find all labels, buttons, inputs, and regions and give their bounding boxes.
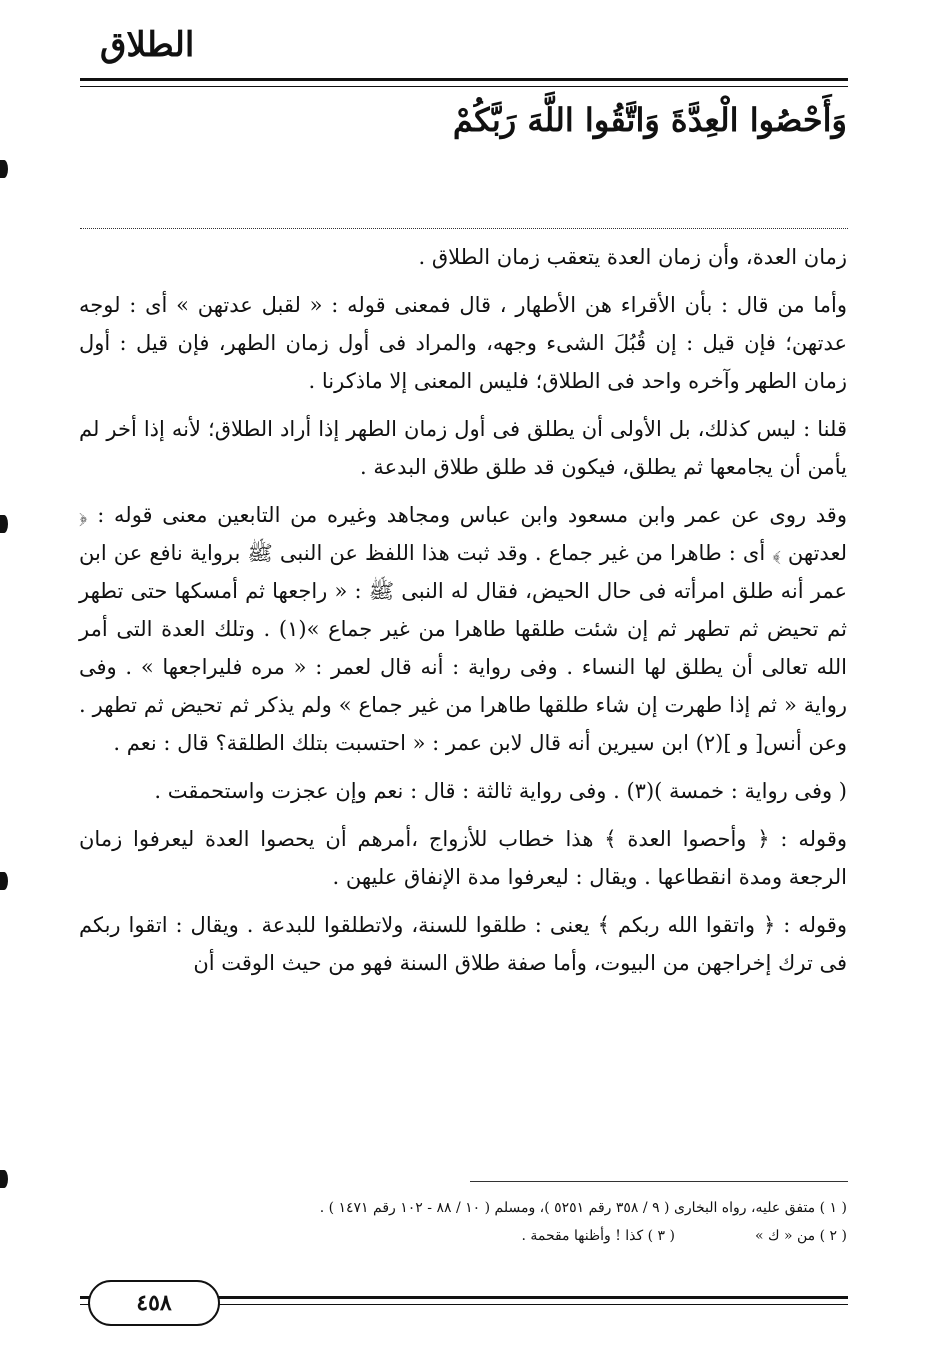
paragraph: ( وفى رواية : خمسة )(٣) . وفى رواية ثالثة : قال : نعم وإن عجزت واستحمقت . [154,779,847,803]
footnote: ( ٢ ) من « ك » [755,1228,847,1244]
footnote-separator [470,1181,848,1182]
footnote: ( ٣ ) كذا ! وأظنها مقحمة . [521,1228,675,1244]
running-title: الطلاق [100,25,195,65]
paragraph: وقد روى عن عمر وابن مسعود وابن عباس ومجاهد وغيره من التابعين معنى قوله : ﴿ لعدتهن ﴾ أى : طاهرا من غير جماع . وقد ثبت هذا اللفظ عن النبى ﷺ برواية نافع عن ابن عمر أنه طلق امرأته فى حال الحيض، فقال له النبى ﷺ : « راجعها ثم أمسكها حتى تطهر ثم تحيض ثم تطهر ثم إن شئت طلقها طاهرا من غير جماع »(١) . وتلك العدة التى أمر الله تعالى أن يطلق لها النساء . وفى رواية : أنه قال لعمر : « مره فليراجعها » . وفى رواية « ثم إذا طهرت إن شاء طلقها طاهرا من غير جماع » ولم يذكر ثم تحيض ثم تطهر . وعن أنس[ و ](٢) ابن سيرين أنه قال لابن عمر : « احتسبت بتلك الطلقة؟ قال : نعم . [79,503,847,755]
binding-mark [0,515,8,533]
footnote-row [79,1222,847,1250]
binding-mark [0,872,8,890]
footnote: ( ١ ) متفق عليه، رواه البخارى ( ٩ / ٣٥٨ رقم ٥٢٥١ )، ومسلم ( ١٠ / ٨٨ - ١٠٢ رقم ١٤٧١ ) . [319,1200,847,1216]
binding-mark [0,160,8,178]
body-text [79,238,847,992]
paragraph: قلنا : ليس كذلك، بل الأولى أن يطلق فى أول زمان الطهر إذا أراد الطلاق؛ لأنه إذا أخر لم يأمن أن يجامعها ثم يطلق، فيكون قد طلق طلاق البدعة . [79,417,847,479]
binding-mark [0,1170,8,1188]
header-rule [80,78,848,87]
paragraph: وقوله : ﴿ وأحصوا العدة ﴾ هذا خطاب للأزواج ،أمرهم أن يحصوا العدة ليعرفوا زمان الرجعة ومدة انقطاعها . ويقال : ليعرفوا مدة الإنفاق عليهن . [79,827,847,889]
paragraph: وقوله : ﴿ واتقوا الله ربكم ﴾ يعنى : طلقوا للسنة، ولاتطلقوا للبدعة . ويقال : اتقوا ربكم فى ترك إخراجهن من البيوت، وأما صفة طلاق السنة فهو من حيث الوقت أن [79,913,847,975]
footnotes [79,1194,847,1250]
verse-heading: وَأَحْصُوا الْعِدَّةَ وَاتَّقُوا اللَّهَ رَبَّكُمْ [452,101,847,139]
paragraph: زمان العدة، وأن زمان العدة يتعقب زمان الطلاق . [418,245,847,269]
page-number: ٤٥٨ [88,1280,220,1326]
paragraph: وأما من قال : بأن الأقراء هن الأطهار ، قال فمعنى قوله : « لقبل عدتهن » أى : لوجه عدتهن؛ فإن قيل : إن قُبُلَ الشىء وجهه، والمراد فى أول زمان الطهر، فإن قيل : أول زمان الطهر وآخره واحد فى الطلاق؛ فليس المعنى إلا ماذكرنا . [79,293,847,393]
verse-separator [80,228,848,229]
